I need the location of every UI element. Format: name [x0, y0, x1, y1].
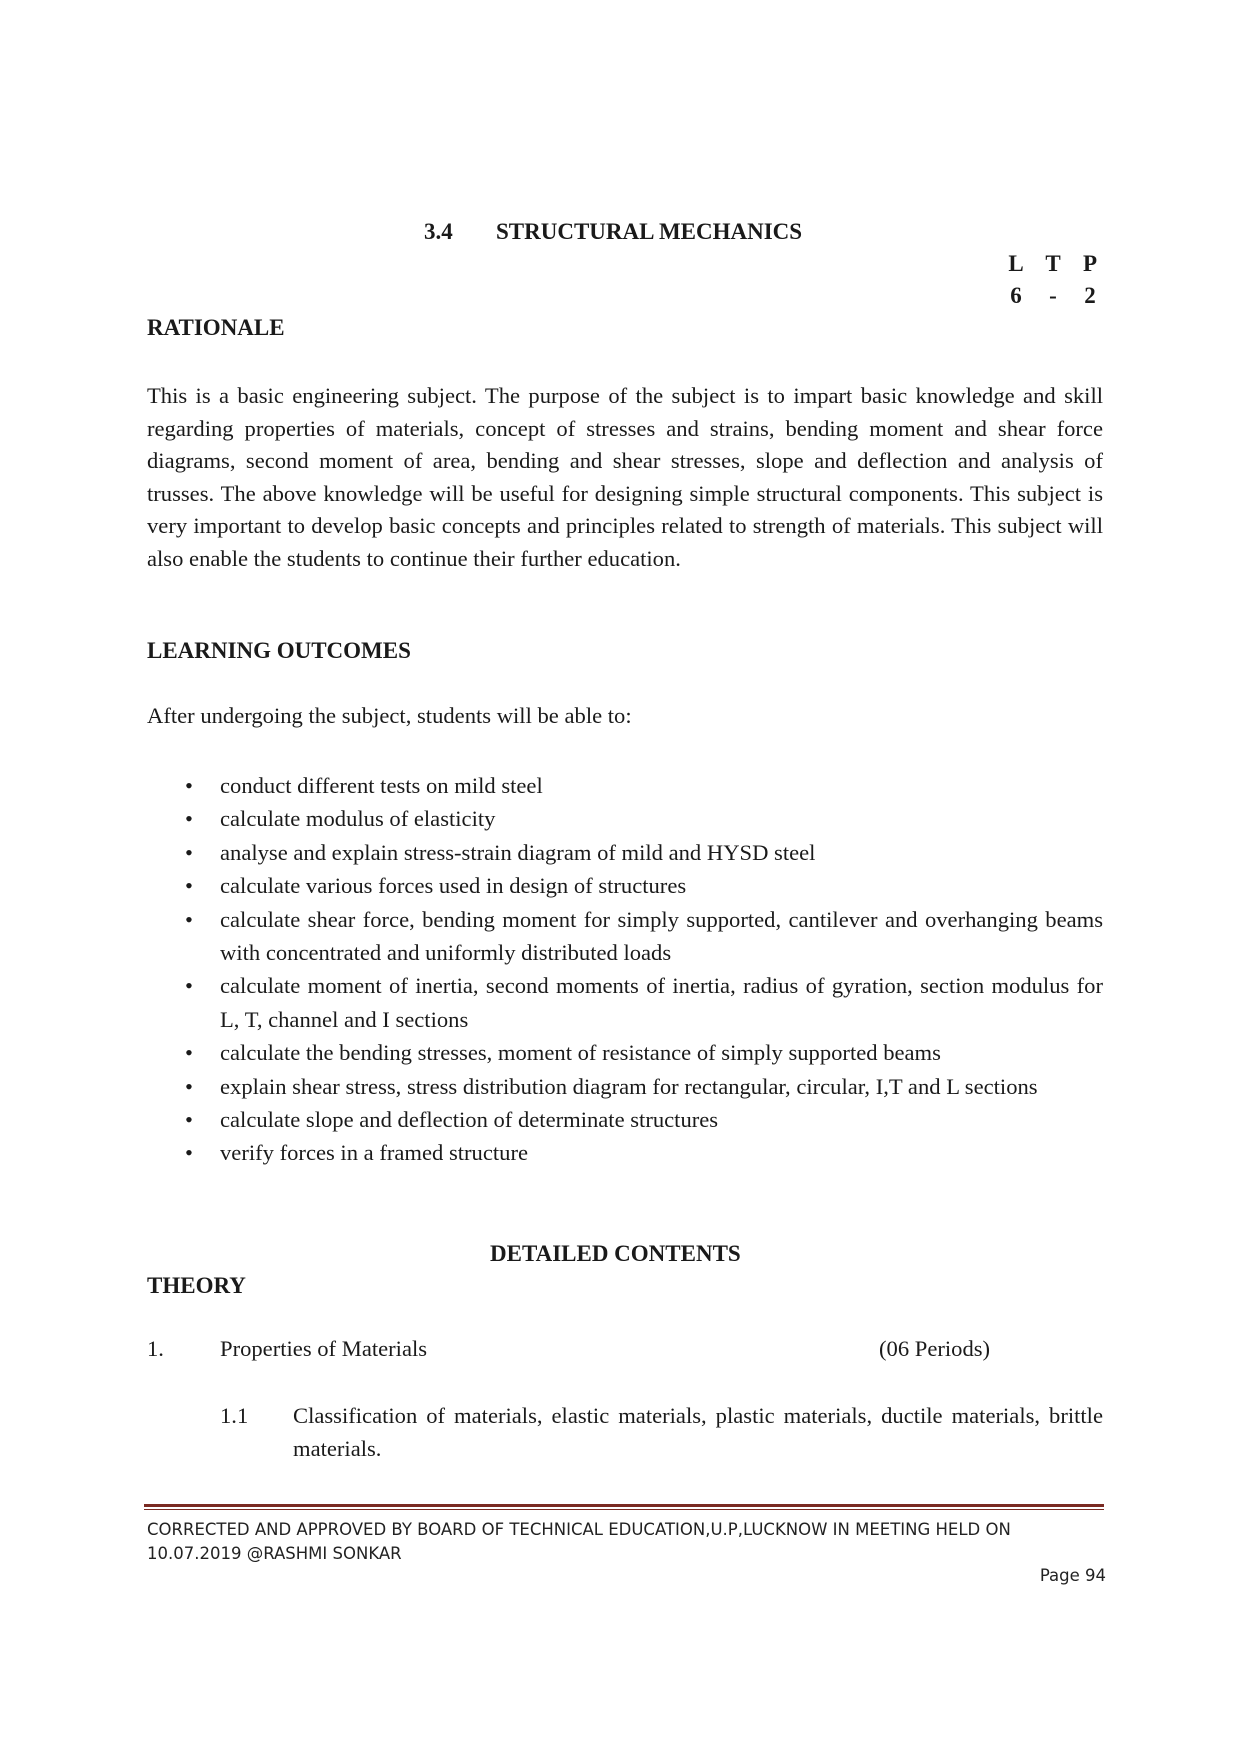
ltp-value-t: -	[1049, 283, 1057, 308]
bullet-icon: •	[185, 1073, 193, 1099]
list-item-text: verify forces in a framed structure	[220, 1140, 529, 1166]
ltp-value-p: 2	[1084, 283, 1096, 308]
rationale-heading: RATIONALE	[147, 315, 285, 340]
bullet-icon: •	[185, 1040, 193, 1066]
unit-periods: (06 Periods)	[879, 1336, 991, 1361]
course-title	[424, 219, 802, 245]
bullet-icon: •	[185, 973, 193, 999]
ltp-label-p: P	[1082, 251, 1098, 276]
list-item	[147, 1136, 1103, 1169]
list-item-text: calculate moment of inertia, second moments of inertia, radius of gyration, section modulus for L, T, channel and I sections	[220, 973, 1103, 1032]
bullet-icon: •	[185, 806, 193, 832]
course-number: 3.4	[424, 219, 453, 244]
list-item-text: explain shear stress, stress distribution diagram for rectangular, circular, I,T and L sections	[220, 1073, 1038, 1099]
ltp-labels	[1003, 251, 1103, 277]
subtopic-text: Classification of materials, elastic materials, plastic materials, ductile materials, brittle materials.	[293, 1403, 1103, 1461]
ltp-label-t: T	[1045, 251, 1061, 276]
list-item	[147, 869, 1103, 902]
bullet-icon: •	[185, 906, 193, 932]
bullet-icon: •	[185, 1140, 193, 1166]
list-item-text: calculate various forces used in design of structures	[220, 873, 687, 899]
learning-outcomes-intro: After undergoing the subject, students will be able to:	[147, 703, 632, 728]
list-item	[147, 1036, 1103, 1069]
learning-outcomes-list	[147, 769, 1103, 1170]
list-item	[147, 903, 1103, 970]
list-item	[147, 769, 1103, 802]
ltp-label-l: L	[1008, 251, 1024, 276]
ltp-values	[1003, 283, 1103, 309]
unit-number: 1.	[147, 1336, 164, 1361]
unit-title: Properties of Materials	[220, 1336, 428, 1361]
rationale-paragraph: This is a basic engineering subject. The purpose of the subject is to impart basic knowledge and skill regarding properties of materials, concept of stresses and strains, bending moment and shear force diagrams, second moment of area, bending and shear stresses, slope and deflection and analysis of trusses. The above knowledge will be useful for designing simple structural components. This subject is very important to develop basic concepts and principles related to strength of materials. This subject will also enable the students to continue their further education.	[147, 383, 1103, 571]
list-item-text: calculate slope and deflection of determinate structures	[220, 1107, 719, 1133]
bullet-icon: •	[185, 873, 193, 899]
subtopic-number: 1.1	[220, 1403, 249, 1428]
list-item-text: calculate modulus of elasticity	[220, 806, 496, 832]
list-item	[147, 1103, 1103, 1136]
list-item	[147, 802, 1103, 835]
list-item-text: calculate the bending stresses, moment of resistance of simply supported beams	[220, 1040, 941, 1066]
list-item-text: conduct different tests on mild steel	[220, 773, 543, 798]
theory-heading: THEORY	[147, 1273, 246, 1298]
bullet-icon: •	[185, 773, 193, 798]
bullet-icon: •	[185, 1107, 193, 1133]
footer-approval-text: CORRECTED AND APPROVED BY BOARD OF TECHNICAL EDUCATION,U.P,LUCKNOW IN MEETING HELD ON 10.07.2019 @RASHMI SONKAR	[147, 1520, 1011, 1563]
footer-divider	[144, 1504, 1104, 1507]
list-item-text: calculate shear force, bending moment for simply supported, cantilever and overhanging beams with concentrated and uniformly distributed loads	[220, 906, 1103, 966]
list-item	[147, 1070, 1103, 1103]
bullet-icon: •	[185, 839, 193, 865]
learning-outcomes-heading: LEARNING OUTCOMES	[147, 638, 411, 663]
list-item-text: analyse and explain stress-strain diagram of mild and HYSD steel	[220, 839, 816, 865]
list-item	[147, 836, 1103, 869]
list-item	[147, 969, 1103, 1036]
ltp-value-l: 6	[1010, 283, 1022, 308]
course-name: STRUCTURAL MECHANICS	[496, 219, 803, 244]
detailed-contents-heading: DETAILED CONTENTS	[490, 1241, 741, 1266]
page-number: Page 94	[1039, 1566, 1106, 1585]
footer-divider-thin	[144, 1509, 1104, 1510]
